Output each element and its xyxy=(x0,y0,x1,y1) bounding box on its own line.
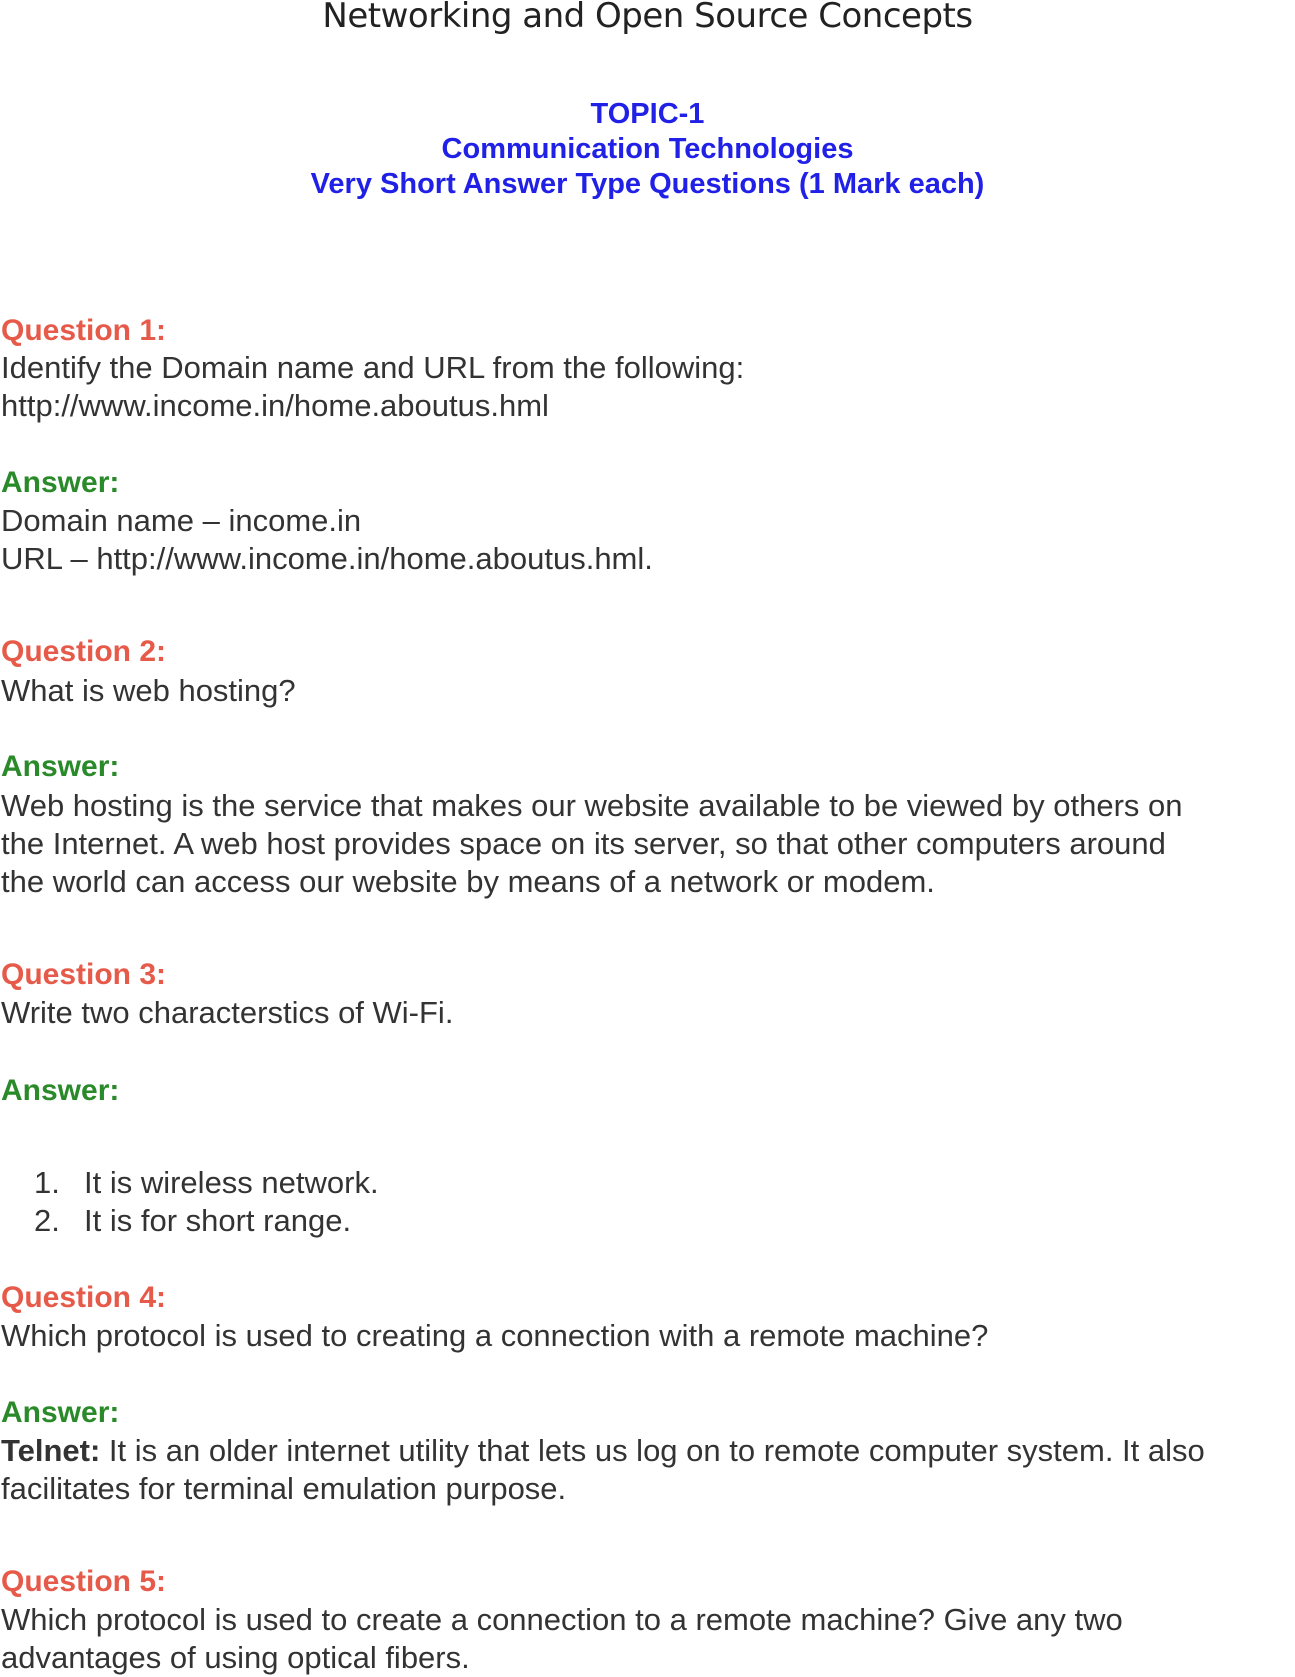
answer-2-label: Answer: xyxy=(1,750,120,783)
answer-4-label: Answer: xyxy=(1,1396,120,1429)
question-1-url: http://www.income.in/home.aboutus.hml xyxy=(1,388,549,423)
question-1-text: Identify the Domain name and URL from the following: xyxy=(1,350,745,385)
question-2-text: What is web hosting? xyxy=(1,673,296,708)
answer-1-url: URL – http://www.income.in/home.aboutus.hml. xyxy=(1,541,653,576)
list-item-number: 2. xyxy=(34,1203,60,1238)
question-4-label: Question 4: xyxy=(1,1281,167,1314)
section-heading: Very Short Answer Type Questions (1 Mark each) xyxy=(310,168,985,200)
list-item-text: It is wireless network. xyxy=(84,1165,379,1200)
answer-4-term: Telnet: xyxy=(1,1433,101,1468)
list-item xyxy=(34,1202,351,1240)
question-2-label: Question 2: xyxy=(1,635,167,668)
question-5-line-2: advantages of using optical fibers. xyxy=(1,1640,470,1675)
question-3-text: Write two characterstics of Wi-Fi. xyxy=(1,995,454,1030)
topic-number: TOPIC-1 xyxy=(590,98,705,130)
question-5-line-1: Which protocol is used to create a connection to a remote machine? Give any two xyxy=(1,1602,1123,1637)
answer-4-line-1 xyxy=(1,1432,1205,1470)
list-item xyxy=(34,1164,379,1202)
question-5-label: Question 5: xyxy=(1,1565,167,1598)
answer-1-label: Answer: xyxy=(1,466,120,499)
page-title: Networking and Open Source Concepts xyxy=(322,0,973,36)
answer-4-definition: It is an older internet utility that lets us log on to remote computer system. It also xyxy=(100,1433,1205,1468)
answer-4-line-2: facilitates for terminal emulation purpose. xyxy=(1,1471,567,1506)
list-item-number: 1. xyxy=(34,1165,60,1200)
answer-2-line-3: the world can access our website by means of a network or modem. xyxy=(1,864,935,899)
topic-name: Communication Technologies xyxy=(441,133,854,165)
question-4-text: Which protocol is used to creating a connection with a remote machine? xyxy=(1,1318,989,1353)
question-1-label: Question 1: xyxy=(1,314,167,347)
answer-2-line-2: the Internet. A web host provides space on its server, so that other computers around xyxy=(1,826,1166,861)
answer-3-label: Answer: xyxy=(1,1074,120,1107)
answer-1-domain: Domain name – income.in xyxy=(1,503,362,538)
list-item-text: It is for short range. xyxy=(84,1203,352,1238)
question-3-label: Question 3: xyxy=(1,958,167,991)
answer-2-line-1: Web hosting is the service that makes our website available to be viewed by others on xyxy=(1,788,1183,823)
